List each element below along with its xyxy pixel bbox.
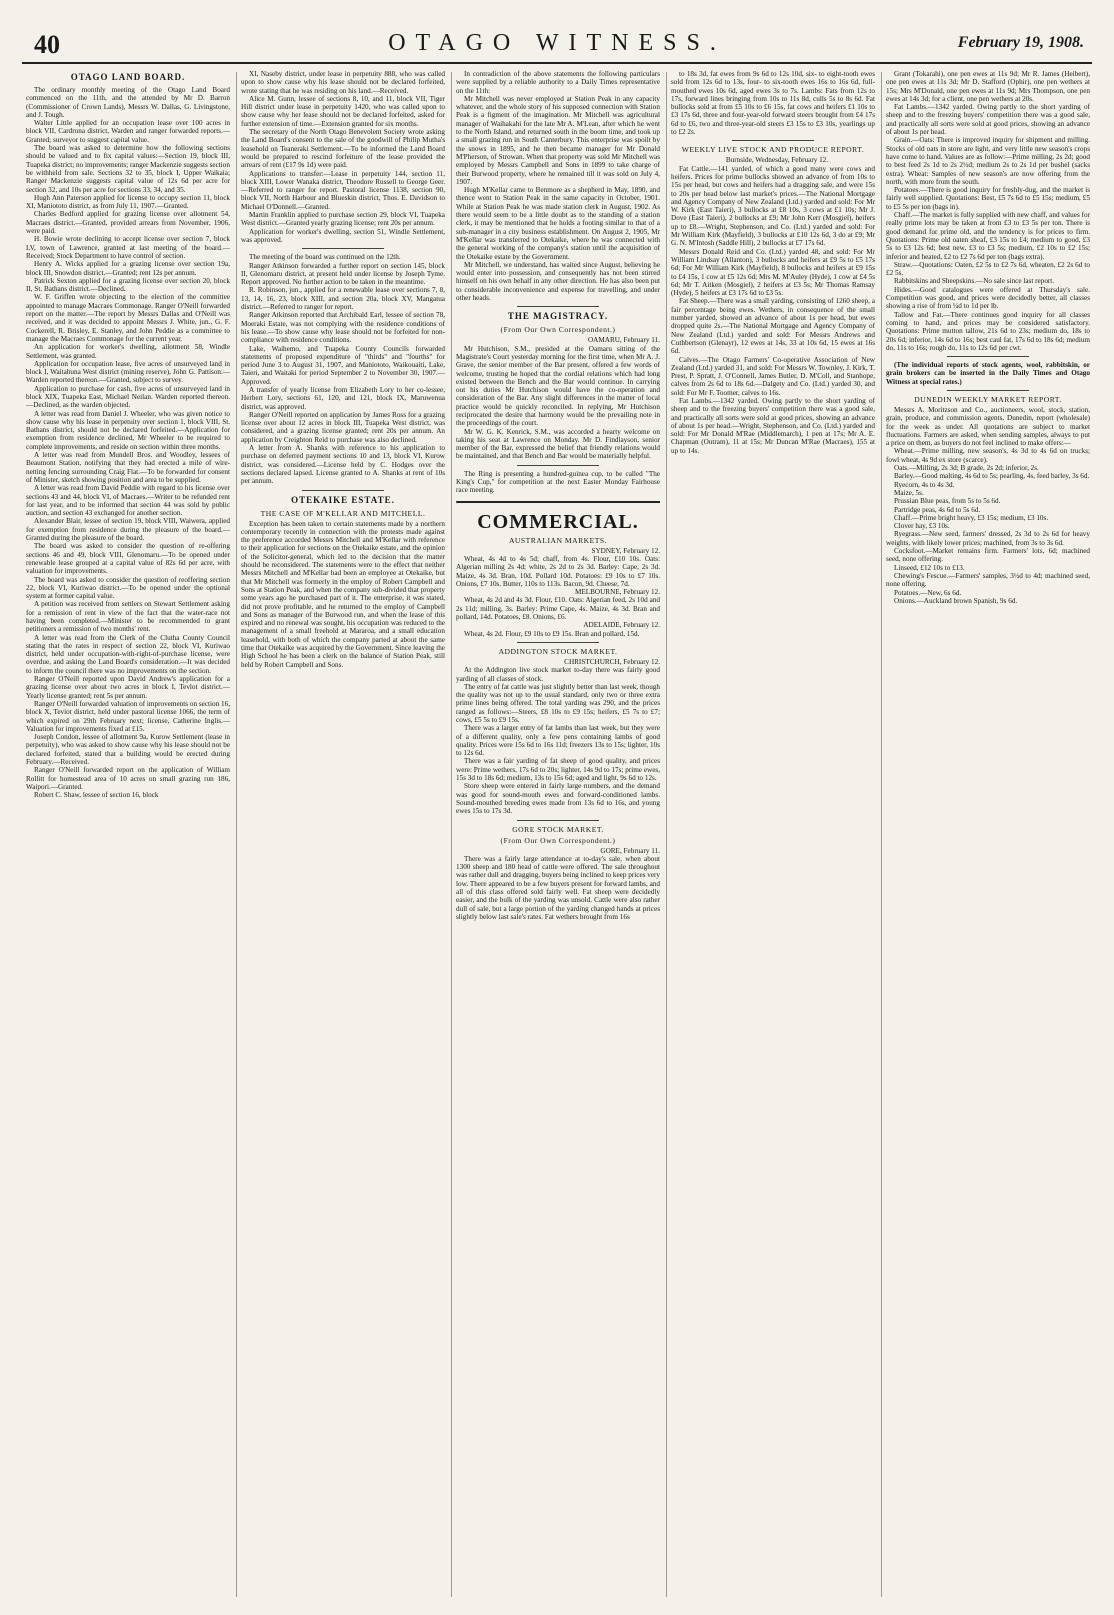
column-5 [886,70,1090,1600]
section-rule [517,306,599,307]
paragraph: W. F. Griffen wrote objecting to the election of the committee appointed to manage Macraes Commonage. Ranger O'Neill forwarded report on the matter.—The report by Messrs Dallas and O'Neill was received, and it was decided to appoint Messrs J. White, jun., G. F. Cockerell, R. Brisley, E. Stanley, and John Peddie as a committee to manage the Macraes Commonage for the current year. [26,293,230,343]
paragraph: Ranger Atkinson reported that Archibald Earl, lessee of section 78, Moeraki Estate, was not complying with the residence conditions of his lease.—To show cause why lease should not be forfeited for non-compliance with residence conditions. [241,311,445,345]
paragraph: Onions.—Auckland brown Spanish, 9s 6d. [894,596,1018,605]
paragraph: Messrs Donald Reid and Co. (Ltd.) yarded 48, and sold: For Mr William Lindsay (Allanton), 3 bullocks and heifers at £9 5s to £5 17s 6d; For Mr William Kirk (Mayfield), 8 bullocks and heifers at £9 15s to £4 15s, 1 cow at £5 12s 6d; Mrs M. M'Auley (Hyde), 1 cow at £4 5s 6d; Mr T. Aitken (Mosgiel), 2 heifers at £3 5s; Mr Thomas Ramsay (Hyde), 5 heifers at £3 17s 6d to £3 5s. [671,247,875,298]
paragraph: Barley.—Good malting, 4s 6d to 5s; pearling, 4s, feed barley, 3s 6d. [894,472,1090,481]
paragraph: Ryegrass.—New seed, farmers' dressed, 2s 3d to 2s 6d for heavy weights, with likely lower prices; machined, from 3s to 3s 6d. [886,530,1090,547]
paragraph: Alice M. Gunn, lessee of sections 8, 10, and 11, block VII, Tiger Hill district under lease in perpetuity 1420, who was called upon to show cause why her lease should not be declared forfeited, asked for further extension of time.—Extension granted for six months. [241,94,445,128]
article-heading-otekaike-estate: OTEKAIKE ESTATE. [291,494,395,505]
paragraph: A letter was read from Mundell Bros. and Woodley, lessees of Beaumont Station, notifying that they had erected a mile of wire-netting fencing surrounding Craig Flat.—To be forwarded for consent of Minister, sketch showing position and area to be supplied. [26,451,230,484]
paragraph: Mr Hutchison, S.M., presided at the Oamaru sitting of the Magistrate's Court yesterday morning for the first time, when Mr A. J. Grave, the senior member of the Bar present, offered a few words of welcome, trusting he hoped that the cordial relations which had long existed between the Bench and the Bar would continue. In carrying out his duties Mr Hutchison would have the co-operation and consideration of the Bar. Any slight differences in the matter of local practice would be quickly reconciled. In replying, Mr Hutchison reciprocated the desire that harmony would be the prevailing note in the proceedings of the court. [456,344,660,428]
paragraph: Ranger O'Neill reported upon David Andrew's application for a grazing license over about two acres in block I, Tevlot district.—Yearly license granted; rent 5s per annum. [26,675,230,700]
dateline: SYDNEY, February 12. [591,546,660,555]
dateline: Burnside, Wednesday, February 12. [725,156,829,165]
paragraph: Oats.—Milling, 2s 3d; B grade, 2s 2d; inferior, 2s. [894,464,1039,473]
section-rule [302,490,384,491]
paragraph: A petition was received from settlers on Stewart Settlement asking for a remission of rent in view of the fact that the water-race not having been completed.—Minister to be recommended to grant petitioners a remission of two months' rent. [26,600,230,634]
paragraph: Application to purchase for cash, five acres of unsurveyed land in block XIX, Tuapeka East, Michael Neilan. Warden reported thereon.—Declined, as the warden objected. [26,384,230,410]
paragraph: Tallow and Fat.—There continues good inquiry for all classes coming to hand, and prices may be considered satisfactory. Quotations: Prime mutton tallow, 21s 6d to 23s; medium do, 18s to 20s 6d; inferior, 14s 6d to 16s; best caul fat, 17s 6d to 18s 6d; medium do, 11s to 16s; rough do, 11s to 12s 6d per cwt. [886,310,1090,352]
newspaper-title: OTAGO WITNESS. [388,30,726,56]
paragraph: Store sheep were entered in fairly large numbers, and the demand was good for sound-mouth ewes and forward-conditioned lambs. Sound-mouthed breeding ewes made from 13s 6d to 16s, and young ewes 15s to 17s 3d. [456,782,660,816]
paragraph: Linseed, £12 10s to £13. [894,563,965,572]
paragraph: Hugh Ann Paterson applied for license to occupy section 11, block XI, Maniototo district, as from July 11, 1907.—Granted. [26,193,230,211]
column-2 [241,70,445,1600]
article-heading-dunedin-market: DUNEDIN WEEKLY MARKET REPORT. [914,394,1062,404]
paragraph: Martin Franklin applied to purchase section 29, block VI, Tuapeka West district.—Granted yearly grazing license; rent 20s per annum. [241,211,445,228]
article-heading-otago-land-board: OTAGO LAND BOARD. [70,72,186,82]
paragraph: A letter from A. Shanks with reference to his application to purchase on deferred payment sections 10 and 13, block VI, Kurow district, was considered.—License held by C. Hodges over the sections declared lapsed. License granted to A. Shanks at rent of 10s per annum. [241,444,445,486]
article-heading-magistracy: THE MAGISTRACY. [507,311,609,322]
paragraph: Messrs A. Moritzson and Co., auctioneers, wool, stock, station, grain, produce, and commission agents, Dunedin, report (wholesale) for the week as under. All quotations are subject to market fluctuations. Farmers are asked, when sending samples, always to put a price on them, as buyers do not feel inclined to make offers:— [886,405,1090,448]
paragraph: Potatoes.—New, 6s 6d. [894,588,962,597]
paragraph: Henry A. Wicks applied for a grazing license over section 19a, block III, Snowdon district.—Granted; rent 12s per annum. [26,260,230,277]
article-heading-gore: GORE STOCK MARKET. [512,824,604,834]
section-rule [302,248,384,249]
section-rule [947,356,1029,357]
paragraph: Prussian Blue peas, from 5s to 5s 6d. [894,497,1001,506]
paragraph: Potatoes.—There is good inquiry for freshly-dug, and the market is fairly well supplied. Quotations: Best, £5 7s 6d to £5 15s; medium, £5 to £5 5s per ton (bags in). [886,186,1090,211]
paragraph: Wheat, 4s 2d. Flour, £9 10s to £9 15s. Bran and pollard, 15d. [464,629,640,638]
section-rule [947,390,1029,391]
paragraph: The ordinary monthly meeting of the Otago Land Board commenced on the 11th, and the attended by Mr D. Barron (Commissioner of Crown Lands), Messrs W. Dallas, G. Livingstone, and J. Tough. [26,86,230,119]
paragraph: Mr Mitchell was never employed at Station Peak in any capacity whatever, and the whole story of his supposed connection with Station Peak is a figment of the imagination. Mr Mitchell was agricultural manager of Waihakahi for the late Mr A. M'Lean, after which he went to the North Island, and returned south in the boom time, and took up a small grazing run in South Canterbury. This enterprise was spoilt by the snows in 1895, and he then became manager for Mr Donald M'Pherson, of Strowan. When that property was sold Mr Mitchell was employed by Messrs Campbell and Sons in 1899 to take charge of their Burwood property, where he remained till it was sold on July 4, 1907. [456,94,660,186]
section-rule [517,465,599,466]
paragraph: Chaff.—The market is fully supplied with new chaff, and values for really prime lots may be taken at from £3 to £3 5s per ton. There is good demand for prime old, and the tendency is for prices to firm. Quotations: Prime old oaten sheaf, £3 15s to £4; medium to good, £3 5s to £3 12s 6d; best new, £3 to £3 5s; medium, £2 10s to £2 15s; inferior and heated, £2 to £2 7s 6d per ton (bags extra). [886,211,1090,261]
paragraph: Hugh M'Kellar came to Benmore as a shepherd in May, 1890, and thence went to Station Peak in the same capacity in October, 1901. While at Station Peak he was made station clerk in August, 1902. As there would seem to be a little doubt as to the standing of a station clerk, it may be mentioned that he holds a footing similar to that of a sub-manager in a city business establishment. On August 2, 1905, Mr M'Kellar was transferred to Otekaike, where he was connected with the general working of the company's station until the acquisition of the Otekaike estate by the Government. [456,186,660,261]
issue-date: February 19, 1908. [957,34,1084,51]
column-divider [881,72,882,1597]
paragraph: The meeting of the board was continued on the 12th. [249,253,401,262]
dateline: OAMARU, February 11. [587,336,660,345]
editorial-note: (The individual reports of stock agents, wool, rabbitskin, or grain brokers can be inserted in the Daily Times and Otago Witness at special rates.) [886,361,1090,386]
dateline: MELBOURNE, February 12. [574,588,660,597]
paragraph: Calves.—The Otago Farmers' Co-operative Association of New Zealand (Ltd.) yarded 31, and sold: For Messrs W. Townley, J. Kirk, T. Prest, P. Spratt, J. O'Connell, James Butler, D. M'Coll, and Stanhope, calves from 2s 6d to 18s 6d.—Dalgety and Co. (Ltd.) yarded 30, and sold: For Mr F. Toomer, calves to 16s. [671,355,875,397]
paragraph: Patrick Sexton applied for a grazing license over section 20, block II, St. Bathans district.—Declined. [26,276,230,294]
paragraph: XI, Naseby district, under lease in perpetuity 888, who was called upon to show cause why his lease should not be declared forfeited, wrote stating that he was residing on his land.—Received. [241,70,445,95]
paragraph: Fat Sheep.—There was a small yarding, consisting of 1260 sheep, a fair percentage being ewes. Wethers, in consequence of the small number yarded, showed an advance of about 1s per head, but ewes dropped quite 2s.—The National Mortgage and Agency Company of New Zealand (Ltd.) yarded and sold: For Messrs Andrews and Cuthbertson (Glenayr), 12 ewes at 14s, 33 at 10s 6d, 15 ewes at 16s 6d. [671,297,875,356]
section-rule [456,501,660,504]
paragraph: Rabbitskins and Sheepskins.—No sale since last report. [894,277,1055,286]
article-subheading: THE CASE OF M'KELLAR AND MITCHELL. [260,508,426,518]
paragraph: Applications to transfer:—Lease in perpetuity 144, section 11, block XIII, Lower Wanaka district, Theodore Russell to George Geer.—Referred to ranger for report. Pastoral license 1138, section 90, block VII, North Harbour and Blueskin district, Thos. E. Davidson to Michael O'Donnell.—Granted. [241,169,445,211]
paragraph: An application for worker's dwelling, allotment 58, Windle Settlement, was granted. [26,343,230,360]
paragraph: Maize, 5s. [894,488,924,497]
section-rule [732,140,814,141]
paragraph: Ranger Atkinson forwarded a further report on section 145, block II, Glenomaru district, at present held under license by Joseph Tyme. Report approved. No further action to be taken in the meantime. [241,261,445,287]
article-heading-weekly-live-stock: WEEKLY LIVE STOCK AND PRODUCE REPORT. [681,145,865,155]
paragraph: Charles Bedford applied for grazing license over allotment 54, Macraes district.—Granted, provided arrears from November, 1906, were paid. [26,210,230,236]
article-subheading: AUSTRALIAN MARKETS. [508,535,608,545]
paragraph: There was a larger entry of fat lambs than last week, but they were of a different quality, only a few pens containing lambs of good quality. Prices were 15s 6d to 16s 11d; freezers 13s to 15s; lighter, 10s to 12s 6d. [456,724,660,758]
paragraph: Wheat.—Prime milling, new season's, 4s 3d to 4s 6d on trucks; fowl wheat, 4s 9d ex store (scarce). [886,447,1090,464]
paragraph: Ranger O'Neill forwarded report on the application of William Rollitt for homestead area of 10 acres on small grazing run 186, Waipori.—Granted. [26,766,230,791]
paragraph: A letter was read from Daniel J. Wheeler, who was given notice to show cause why his lease in perpetuity over section 1, block VIII, St. Bathans district, should not be declared forfeited.—Application for exemption from residence declined, Mr Wheeler to be required to complete improvements, and reside on section within three months. [26,409,230,451]
paragraph: H. Bowie wrote declining to accept license over section 7, block LV, town of Lawrence, granted at last meeting of the board.—Received; Stock Department to have control of section. [26,235,230,260]
section-heading-commercial: COMMERCIAL. [477,510,639,533]
paragraph: Application for worker's dwelling, section 51, Windle Settlement, was approved. [241,227,445,244]
paragraph: Ranger O'Neill forwarded valuation of improvements on section 16, block X, Teviot district, held under pastoral license 1066, the term of which expired on 29th February next; license, Catherine Inglis.—Valuation for improvements fixed at £15. [26,699,230,733]
column-divider [666,72,667,1597]
paragraph: Fat Lambs.—1342 yarded. Owing partly to the short yarding of sheep and to the freezing buyers' competition there was a good sale, and practically all sorts were sold at good prices, showing an advance of about 1s per head. [886,103,1090,137]
paragraph: In contradiction of the above statements the following particulars were supplied by a reliable authority to a Daily Times representative on the 11th: [456,70,660,95]
paragraph: The board was asked to determine how the following sections should be valued and to fix capital values:—Section 19, block III, Tuapeka district; no improvements; ranger Mackenzie suggests section be withheld from sale. Sections 32 to 35, block I, Upper Waikaia; Ranger Mackenzie suggests capital value of 12s 6d per acre for section 32, and 10s per acre for sections 33, 34, and 35. [26,144,230,194]
paragraph: The secretary of the North Otago Benevolent Society wrote asking the Land Board's consent to the sale of the goodwill of Philip Mutha's leasehold on Teaneraki Settlement.—To be informed the Land Board would be prepared to rescind forfeiture of the lease provided the arrears of rent (£17 9s 1d) were paid. [241,128,445,170]
paragraph: Clover hay, £3 10s. [894,522,950,531]
paragraph: Lake, Waihemo, and Tuapeka County Councils forwarded statements of proposed expenditure of "thirds" and "fourths" for period June 3 to August 31, 1907, and Maniototo, Waikouaiti, Lake, Taieri, and Waitaki for period September 2 to November 30, 1907.—Approved. [241,344,445,386]
paragraph: Grant (Tokarahi), one pen ewes at 11s 9d; Mr R. James (Heibert), one pen ewes at 11s 3d; Mr D. Stafford (Ophir), one pen wethers at 15s; Mrs M'Donald, one pen ewes at 11s 9d; Mrs Thompson, one pen ewes at 14s 3d; for a client, one pen wethers at 20s. [886,70,1090,103]
paragraph: Robert C. Shaw, lessee of section 16, block [34,791,159,800]
article-heading-addington: ADDINGTON STOCK MARKET. [498,646,618,656]
paragraph: At the Addington live stock market to-day there was fairly good yarding of all classes of stock. [456,666,660,683]
paragraph: There was a fairly large attendance at to-day's sale, when about 1300 sheep and 180 head of cattle were offered. The sale throughout was rather dull and dragging, buyers being inclined to keep prices very low. There appeared to be a few buyers present for forward lambs, and all of this class offered sold fairly well. Fat sheep were decidedly easier, and the bulk of the yarding was unsold. Cattle were also rather dull of sale, but a large portion of the yarding changed hands at prices slightly below last sale's rates. Fat wethers brought from 16s [456,854,660,921]
paragraph: Ryecorn, 4s to 4s 3d. [894,480,955,489]
paragraph: Straw.—Quotations: Oaten, £2 5s to £2 7s 6d, wheaten, £2 2s 6d to £2 5s. [886,260,1090,278]
paragraph: A letter was read from the Clerk of the Clutha County Council stating that the rates in respect of section 22, block VI, Kuriwao district, held under occupation-with-right-of-purchase license, were overdue, and asking the Land Board's consideration.—It was decided to inform the council there was no improvements on the section. [26,633,230,675]
column-4 [671,70,875,1600]
paragraph: Mr W. G. K. Kenrick, S.M., was accorded a hearty welcome on taking his seat at Lawrence on Monday. Mr D. Findlayson, senior member of the Bar, expressed the belief that friendly relations would be maintained, and that Bench and Bar would be materially helpful. [456,427,660,461]
paragraph: Cocksfoot.—Market remains firm. Farmers' lots, 6d; machined seed, none offering. [886,547,1090,564]
paragraph: The board was asked to consider the question of reoffering section 22, block VI, Kuriwao district.—To be opened under the optional system at former capital value. [26,575,230,601]
column-1 [26,70,230,1600]
paragraph: The board was asked to consider the question of re-offering sections 46 and 49, block VIII, Glenomaru.—To be opened under renewable lease grouped at a capital value of 82s 6d per acre, with valuation for improvements. [26,542,230,576]
page-number: 40 [34,30,60,59]
dateline: ADELAIDE, February 12. [583,621,660,630]
paragraph: Grain.—Oats: There is improved inquiry for shipment and milling. Stocks of old oats in store are light, and very little new season's crops have come to hand. Values are as follow:—Prime milling, 2s 2d; good to best feed 2s 1d to 2s 2½d; medium 2s to 2s 1d per bushel (sacks extra). Wheat: Samples of new season's are now offering from the north, with more from the south. [886,136,1090,186]
paragraph: Joseph Condon, lessee of allotment 9a, Kurow Settlement (lease in perpetuity), who was asked to show cause why his lease should not be declared forfeited, stated that a building would be erected during February.—Received. [26,733,230,767]
paragraph: Wheat, 4s 4d to 4s 5d; chaff, from 4s. Flour, £10 10s. Oats: Algerian milling 2s 4d; white, 2s 2d to 2s 3d. Barley: Cape, 2s 3d. Maize, 4s 3d. Bran, 10d. Pollard 10d. Potatoes: £9 10s to £7 10s. Onions, £7 10s. Butter, 110s to 113s. Bacon, 9d. Cheese, 7d. [456,554,660,588]
section-rule [517,820,599,821]
dateline: GORE, February 11. [600,846,660,855]
column-3 [456,70,660,1600]
paragraph: R. Robinson, jun., applied for a renewable lease over sections 7, 8, 13, 14, 16, 23, block XIII, and section 20a, block XV, Mangatua district.—Referred to ranger for report. [241,286,445,312]
paragraph: Chewing's Fescue.—Farmers' samples, 3½d to 4d; machined seed, none offering. [886,571,1090,589]
paragraph: Wheat, 4s 2d and 4s 3d. Flour, £10. Oats: Algerian feed, 2s 10d and 2s 11d; milling, 3s. Barley: Prime Cape, 4s. Maize, 4s 3d. Bran and pollard, 14d. Potatoes, £8. Onions, £6. [456,596,660,622]
paragraph: A letter was read from David Peddie with regard to his license over sections 43 and 44, block VI, of Macraes.—Writer to be refunded rent for last year, and to be informed that section 44 was sold by public auction, and section 43 exchanged for another section. [26,484,230,518]
article-subheading: (From Our Own Correspondent.) [500,325,616,335]
paragraph: Hides.—Good catalogues were offered at Thursday's sale. Competition was good, and prices were decidedly better, all classes showing a rise of from ¼d to 1d per lb. [886,285,1090,311]
paragraph: A transfer of yearly license from Elizabeth Lory to her co-lessee, Herbert Lory, sections 61, 120, and 121, block IX, Maruwenua district, was approved. [241,385,445,411]
paragraph: Mr Mitchell, we understand, has waited since August, believing he would enter into possession, and consequently has not been stirred himself on his own behalf in any other direction. He has also been put to considerable inconvenience and expense for travelling, and under other heads. [456,260,660,303]
paragraph: The Ring is presenting a hundred-guinea cup, to be called "The King's Cup," for competition at the next Easter Monday Fairhouse race meeting. [456,469,660,495]
column-divider [236,72,237,1597]
paragraph: Partridge peas, 4s 6d to 5s 6d. [894,505,981,514]
dateline: CHRISTCHURCH, February 12. [564,657,660,666]
paragraph: Alexander Blair, lessee of section 19, block VIII, Waiwera, applied for exemption from residence during the pleasure of the board.—Granted during the pleasure of the board. [26,517,230,543]
paragraph: Chaff.—Prime bright heavy, £3 15s; medium, £3 10s. [894,513,1049,522]
paragraph: Walter Little applied for an occupation lease over 100 acres in block VII, Cardrona district, Warden and ranger forwarded reports.—Granted; surveyor to suggest capital value. [26,119,230,144]
paragraph: There was a fair yarding of fat sheep of good quality, and prices were: Prime wethers, 17s 6d to 20s; lighter, 14s 9d to 17s; prime ewes, 15s 3d to 18s 6d; medium, 13s to 15s 6d; aged and light, 9s 6d to 12s. [456,757,660,783]
masthead [22,26,1092,64]
paragraph: Fat Lambs.—1342 yarded. Owing partly to the short yarding of sheep and to the freezing buyers' competition there was a good sale, and practically all sorts were sold at good prices, showing an advance of about 1s per head.—Wright, Stephenson, and Co. (Ltd.) yarded and sold: For Mr Donald M'Rae (Middlemarch), 1 pen at 17s; Mr A. E. Chapman (Outram), 11 at 15s; Mr Duncan M'Rae (Macraes), 155 at up to 14s. [671,396,875,455]
paragraph: Application for occupation lease, five acres of unsurveyed land in block I, Waitahuna West district (mining reserve), John G. Pattison.—Warden reported thereon.—Granted, subject to survey. [26,359,230,385]
article-subheading: (From Our Own Correspondent.) [500,835,616,845]
paragraph: to 18s 3d, fat ewes from 9s 6d to 12s 10d, six- to eight-tooth ewes sold from 12s 6d to 13s, four- to six-tooth ewes 16s to 16s 6d, full-mouthed ewes 10s 6d, aged ewes 3s to 7s. Lambs: Fats from 12s to 17s, forward lines bringing from 10s to 11s 8d, culls 5s to 8s 6d. Fat bullocks sold at from £5 10s to £6 15s, fat cows and heifers £1 10s to £3 17s 6d, three and four-year-old forward steers brought from £4 17s 6d to £6, two and three-year-old steers £3 15s to £3 10s, yearlings up to £2 2s. [671,70,875,137]
paragraph: The entry of fat cattle was just slightly better than last week, though the quality was not up to the usual standard, only two or three extra prime lines being offered. The total yarding was 290, and the prices ranged as follows:—Steers, £8 10s to £9 15s; heifers, £5 7s to £7; cows, £5 5s to £9 15s. [456,682,660,724]
paragraph: Exception has been taken to certain statements made by a northern contemporary recently in connection with the protests made against the preference accorded Messrs Mitchell and M'Kellar with reference to their application for sections on the Otekaike estate, and the opinion of the Solicitor-general, which led to the decision that the matter should be reconsidered. The statements were to the effect that neither Messrs Mitchell and M'Kellar had been an employee at Otekaike, but that Mr Mitchell was formerly in the employ of Robert Campbell and Sons at Station Peak, and when the company sub-divided that property some years ago he purchased part of it. The enterprise, it was stated, did not prove profitable, and he returned to the employ of Campbell and Sons as manager of the Burwood run, and when the lease of this expired and no renewal was sought, his occupation was reduced to the management of a small freehold at Mararoa, and a small education leasehold, with both of which the company parted at about the same time that Otekaike was acquired by the Government. Since leaving the High School he has been a clerk on the balance of Station Peak, still held by Robert Campbell and Sons. [241,519,445,669]
paragraph: Ranger O'Neill reported on application by James Ross for a grazing license over about 12 acres in block III, Tuapeka West district, was considered, and a grazing license granted; rent 20s per annum. An application by Creighton Reid to purchase was also declined. [241,410,445,444]
column-divider [451,72,452,1597]
paragraph: Fat Cattle.—141 yarded, of which a good many were cows and heifers. Prices for prime bullocks showed an advance of from 10s to 15s per head, but cows and heifers had a dragging sale, and were 15s to 20s per head below last market's prices.—The National Mortgage and Agency Company of New Zealand (Ltd.) yarded and sold: For Mr W. Kirk (East Taieri), 3 bullocks at £8 10s, 3 cows at £1 10s; Mr J. Dove (East Taieri), 2 bullocks at £9; Mr John Kerr (Mosgiel), heifers up to £8.—Wright, Stephenson, and Co. (Ltd.) yarded and sold: For Mr William Kirk (Mayfield), 3 bullocks at £10 12s 6d, 3 do at £9; Mr G. N. M'Intosh (Saddle Hill), 2 bullocks at £7 17s 6d. [671,164,875,248]
section-rule [517,642,599,643]
